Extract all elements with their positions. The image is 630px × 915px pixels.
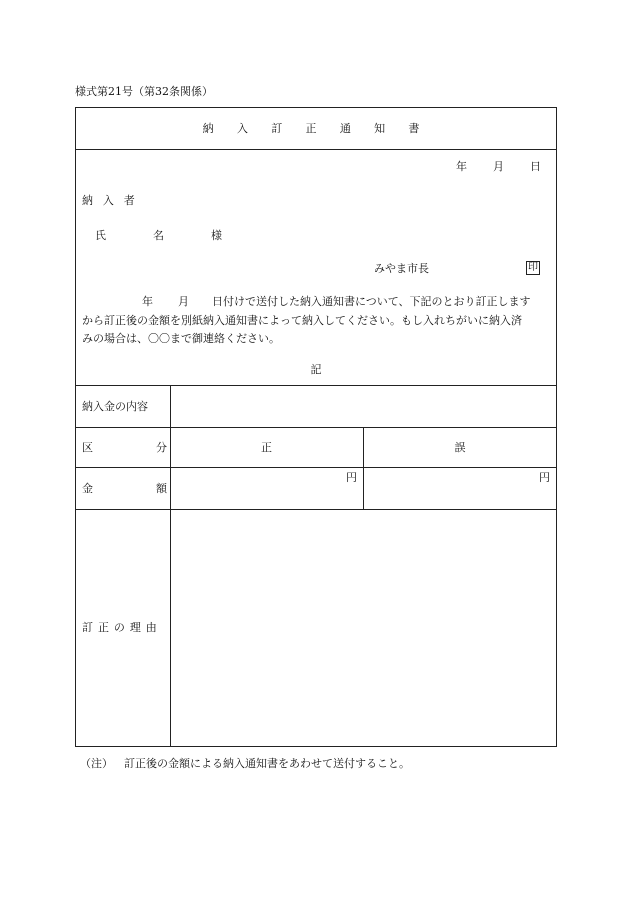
- reason-label: 訂正の理由: [82, 621, 162, 634]
- notice-month: 月: [178, 295, 189, 308]
- honorific: 様: [211, 229, 222, 242]
- notice-line-2: から訂正後の金額を別紙納入通知書によって納入してください。もし入れちがいに納入済: [82, 314, 522, 327]
- notice-year: 年: [142, 295, 153, 308]
- notice-line-3: みの場合は、〇〇まで御連絡ください。: [82, 332, 280, 345]
- row-divider-1: [75, 427, 557, 428]
- correct-header: 正: [261, 441, 272, 454]
- row-divider-3: [75, 509, 557, 510]
- name-label-1: 氏: [95, 229, 106, 242]
- seal-stamp: 印: [528, 262, 538, 273]
- kubun-label-2: 分: [156, 441, 167, 454]
- yen-correct: 円: [346, 471, 357, 484]
- amount-label-2: 額: [156, 482, 167, 495]
- yen-error: 円: [539, 471, 550, 484]
- row-divider-2: [75, 467, 557, 468]
- title-divider: [75, 149, 557, 150]
- issuer-name: みやま市長: [374, 262, 429, 275]
- notice-line-1: 日付けで送付した納入通知書について、下記のとおり訂正します: [212, 295, 531, 308]
- amount-label-1: 金: [82, 482, 93, 495]
- date-month: 月: [493, 160, 504, 173]
- date-year: 年: [456, 160, 467, 173]
- form-title: 納 入 訂 正 通 知 書: [202, 122, 430, 135]
- footnote-text: 訂正後の金額による納入通知書をあわせて送付すること。: [124, 757, 410, 770]
- kubun-label-1: 区: [82, 441, 93, 454]
- date-day: 日: [530, 160, 541, 173]
- ki-label: 記: [310, 363, 322, 376]
- form-number: 様式第21号（第32条関係）: [75, 85, 213, 98]
- table-top-line: [75, 385, 557, 386]
- label-column-divider: [170, 385, 171, 747]
- content-label: 納入金の内容: [82, 400, 148, 413]
- payer-label: 納入者: [82, 194, 145, 207]
- error-header: 誤: [454, 441, 466, 454]
- name-label-2: 名: [153, 229, 164, 242]
- footnote-marker: （注）: [80, 757, 113, 770]
- correct-error-divider: [363, 427, 364, 509]
